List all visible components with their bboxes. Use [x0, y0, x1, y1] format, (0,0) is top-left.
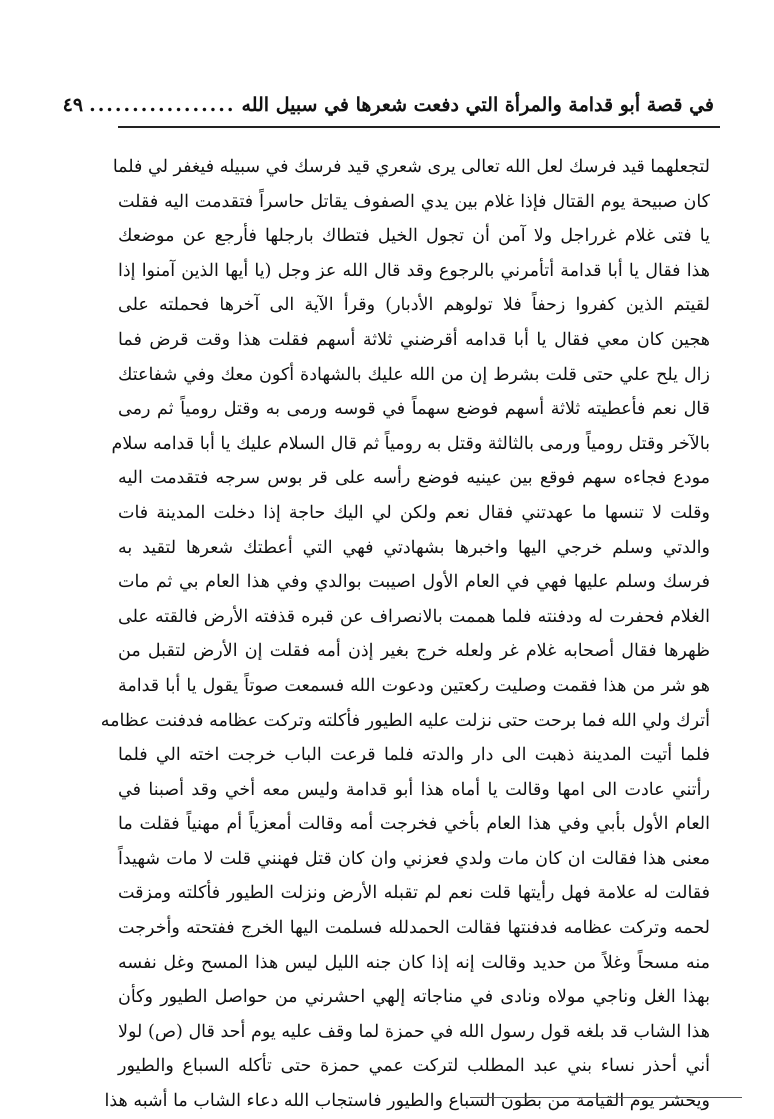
footer-divider — [470, 1097, 742, 1098]
header-divider — [118, 126, 720, 128]
page-number: ٤٩ — [62, 94, 84, 116]
text-line: رأتني عادت الى امها وقالت يا أماه هذا أبو قدامة وليس معه أخي وقد أصبنا في — [118, 779, 710, 800]
text-line: لتجعلهما قيد فرسك لعل الله تعالى يرى شعري قيد فرسك في سبيله فيغفر لي فلما — [112, 157, 710, 177]
text-line: معنى هذا فقالت ان كان مات ولدي فعزني وان كان قتل فهنني قلت لا مات شهيداً — [118, 848, 710, 869]
text-line: والدتي وسلم خرجي اليها واخبرها بشهادتي فهي التي أعطتك شعرها لتقيد به — [118, 537, 710, 558]
text-line: بالآخر وقتل رومياً ورمى بالثالثة وقتل به رومياً ثم قال السلام عليك يا أبا قدامه سلام — [111, 433, 710, 454]
text-line: فلما أتيت المدينة ذهبت الى دار والدته فلما قرعت الباب خرجت اخته الي فلما — [118, 745, 710, 766]
text-line: منه مسحاً وغلاً من حديد وقالت إنه إذا كان جنه الليل ليس هذا المسح وغل نفسه — [118, 952, 710, 973]
text-line: فقالت له علامة فهل رأيتها قلت نعم لم تقبله الأرض ونزلت الطيور فأكلته ومزقت — [118, 883, 710, 904]
text-line: هذا فقال يا أبا قدامة أتأمرني بالرجوع وقد قال الله عز وجل (يا أيها الذين آمنوا إذا — [118, 260, 710, 281]
text-line: كان صبيحة يوم القتال فإذا غلام بين يدي الصفوف يقاتل حاسراً فتقدمت اليه فقلت — [118, 191, 710, 212]
text-line: يا فتى غلام غرراجل ولا آمن أن تجول الخيل فتطاك بارجلها فأرجع عن موضعك — [118, 226, 710, 247]
text-line: أني أحذر نساء بني عبد المطلب لتركت عمي حمزة حتى تأكله السباع والطيور — [118, 1056, 710, 1077]
text-line: لحمه وتركت عظامه فدفنتها فقالت الحمدلله فسلمت اليها الخرج ففتحته وأخرجت — [118, 918, 710, 939]
body-text — [100, 150, 710, 1119]
text-line: ويحشر يوم القيامة من بطون السباع والطيور فاستجاب الله دعاء الشاب ما أشبه هذا — [104, 1091, 710, 1112]
text-line: زال يلح علي حتى قلت بشرط إن من الله عليك بالشهادة أكون معك وفي شفاعتك — [118, 364, 710, 385]
text-line: العام الأول بأبي وفي هذا العام بأخي فخرجت أمه وقالت أمعزياً أم مهنياً فقلت ما — [118, 814, 710, 835]
text-line: هذا الشاب قد بلغه قول رسول الله في حمزة لما وقف عليه يوم أحد قال (ص) لولا — [118, 1021, 710, 1042]
text-line: أترك ولي الله فما برحت حتى نزلت عليه الطيور فأكلته وتركت عظامه فدفنت عظامه — [100, 710, 710, 731]
text-line: مودع فجاءه سهم فوقع بين عينيه فوضع رأسه على قر بوس سرجه فتقدمت اليه — [118, 468, 710, 489]
text-line: ظهرها فقال أصحابه غلام غر ولعله خرج بغير إذن أمه فقلت إن الأرض لتقبل من — [118, 641, 710, 662]
text-line: بهذا الغل وناجي مولاه ونادى في مناجاته إلهي احشرني من حواصل الطيور وكأن — [118, 987, 710, 1008]
dot-leader: ................. — [89, 94, 236, 116]
text-line: الغلام فحفرت له ودفنته فلما هممت بالانصراف عن قبره قذفته الأرض فالقته على — [118, 606, 710, 627]
running-header — [62, 88, 714, 122]
text-line: فرسك وسلم عليها فهي في العام الأول اصيبت بوالدي وفي هذا العام بي ثم مات — [118, 572, 710, 593]
text-line: وقلت لا تنسها ما عهدتني فقال نعم ولكن لي اليك حاجة إذا دخلت المدينة فات — [118, 502, 710, 523]
text-line: لقيتم الذين كفروا زحفاً فلا تولوهم الأدبار) وقرأ الآية الى آخرها فحملته على — [118, 295, 710, 316]
text-line: هو شر من هذا فقمت وصليت ركعتين ودعوت الله فسمعت صوتاً يقول يا أبا قدامة — [118, 675, 710, 696]
chapter-title: في قصة أبو قدامة والمرأة التي دفعت شعرها في سبيل الله — [241, 94, 714, 116]
text-line: هجين كان معي فقال يا أبا قدامه أقرضني ثلاثة أسهم فقلت هذا وقت قرض فما — [118, 329, 710, 350]
text-line: قال نعم فأعطيته ثلاثة أسهم فوضع سهماً في قوسه ورمى به وقتل رومياً ثم رمى — [118, 399, 710, 420]
